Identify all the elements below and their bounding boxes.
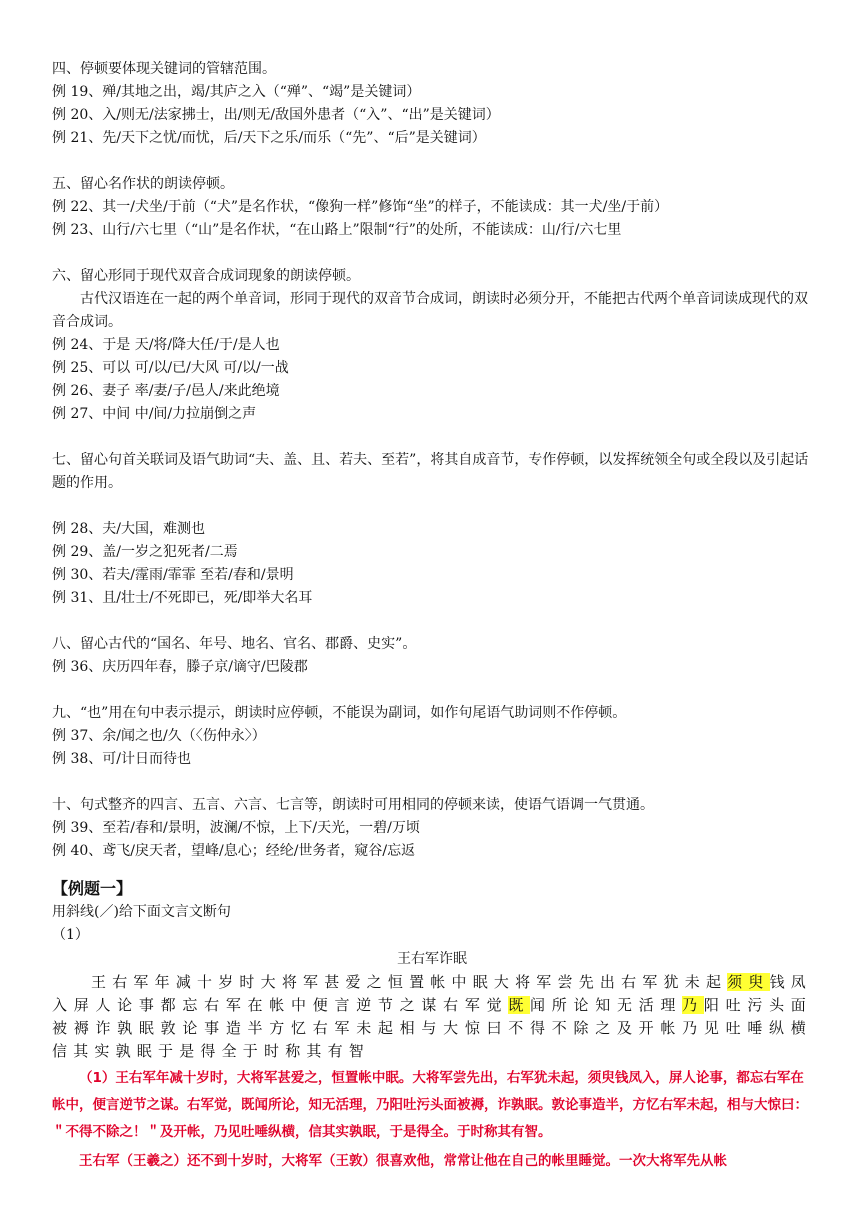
exercise-number: （1） [52, 927, 89, 943]
section-8-heading: 八、留心古代的“国名、年号、地名、官名、郡爵、史实”。 [52, 636, 417, 652]
example-36: 例 36、庆历四年春，滕子京/谪守/巴陵郡 [52, 659, 308, 675]
highlight-ji: 既 [508, 996, 531, 1014]
example-23: 例 23、山行/六七里（“山”是名作状，“在山路上”限制“行”的处所，不能读成：山/行/六七里 [52, 222, 622, 238]
example-30: 例 30、若夫/霪雨/霏霏 至若/春和/景明 [52, 567, 294, 583]
example-31: 例 31、且/壮士/不死即已，死/即举大名耳 [52, 590, 313, 606]
spacer [52, 495, 812, 518]
section-10-heading: 十、句式整齐的四言、五言、六言、七言等，朗读时可用相同的停顿来读，使语气语调一气贯通。 [52, 797, 654, 813]
passage-part-1: 王右军年减十岁时大将军甚爱之恒置帐中眠大将军尝先出右军犹未起 [91, 973, 728, 991]
example-25: 例 25、可以 可/以/已/大风 可/以/一战 [52, 360, 289, 376]
spacer [52, 679, 812, 702]
passage-title: 王右军诈眠 [397, 951, 467, 967]
example-21: 例 21、先/天下之忧/而忧，后/天下之乐/而乐（“先”、“后”是关键词） [52, 130, 486, 146]
spacer [52, 771, 812, 794]
example-24: 例 24、于是 天/将/降大任/于/是人也 [52, 337, 280, 353]
highlight-xuyu: 须臾 [727, 973, 770, 991]
passage-part-4: 阳吐污头面被褥诈孰眠敦论事造半方忆右军未起相与大惊曰不得不除之及开帐乃见吐唾纵横信其实孰眠于是得全于时称其有智 [52, 996, 813, 1060]
section-7-heading: 七、留心句首关联词及语气助词“夫、盖、且、若夫、至若”，将其自成音节，专作停顿，以发挥统领全句或全段以及引起话题的作用。 [52, 452, 809, 491]
document-page [52, 58, 812, 1175]
answer-text: （1）王右军年减十岁时，大将军甚爱之，恒置帐中眠。大将军尝先出，右军犹未起，须臾钱凤入，屏人论事，都忘右军在帐中，便言逆节之谋。右军觉，既闻所论，知无活理，乃阳吐污头面被褥，诈孰眠。敦论事造半，方忆右军未起，相与大惊曰：＂不得不除之！＂及开帐，乃见吐唾纵横，信其实孰眠，于是得全。于时称其有智。 [52, 1070, 808, 1140]
exercise-instruction: 用斜线(／)给下面文言文断句 [52, 904, 231, 920]
highlight-nai: 乃 [682, 996, 704, 1014]
spacer [52, 426, 812, 449]
example-38: 例 38、可/计日而待也 [52, 751, 191, 767]
example-20: 例 20、入/则无/法家拂士，出/则无/敌国外患者（“入”、“出”是关键词） [52, 107, 500, 123]
spacer [52, 242, 812, 265]
section-6-heading: 六、留心形同于现代双音合成词现象的朗读停顿。 [52, 268, 360, 284]
spacer [52, 150, 812, 173]
exercise-title: 【例题一】 [52, 879, 133, 898]
spacer [52, 610, 812, 633]
example-40: 例 40、鸢飞/戾天者，望峰/息心；经纶/世务者，窥谷/忘返 [52, 843, 416, 859]
section-4-heading: 四、停顿要体现关键词的管辖范围。 [52, 61, 276, 77]
section-5-heading: 五、留心名作状的朗读停顿。 [52, 176, 234, 192]
example-29: 例 29、盖/一岁之犯死者/二焉 [52, 544, 238, 560]
example-22: 例 22、其一/犬坐/于前（“犬”是名作状，“像狗一样”修饰“坐”的样子，不能读成：其一犬/坐/于前） [52, 199, 669, 215]
section-9-heading: 九、“也”用在句中表示提示，朗读时应停顿，不能误为副词，如作句尾语气助词则不作停顿。 [52, 705, 627, 721]
example-27: 例 27、中间 中/间/力拉崩倒之声 [52, 406, 257, 422]
passage-part-2: 钱凤入屏人论事都忘右军在帐中便言逆节之谋右军觉 [52, 973, 812, 1014]
passage-text [52, 971, 812, 1063]
example-37: 例 37、余/闻之也/久（〈伤仲永〉） [52, 728, 266, 744]
example-19: 例 19、殚/其地之出，竭/其庐之入（“殚”、“竭”是关键词） [52, 84, 421, 100]
translation-text: 王右军（王羲之）还不到十岁时，大将军（王敦）很喜欢他，常常让他在自己的帐里睡觉。一次大将军先从帐 [79, 1153, 727, 1169]
section-6-intro: 古代汉语连在一起的两个单音词，形同于现代的双音节合成词，朗读时必须分开，不能把古代两个单音词读成现代的双音合成词。 [52, 291, 808, 330]
passage-part-3: 闻所论知无活理 [530, 996, 683, 1014]
example-28: 例 28、夫/大国，难测也 [52, 521, 205, 537]
example-39: 例 39、至若/春和/景明，波澜/不惊，上下/天光，一碧/万顷 [52, 820, 420, 836]
example-26: 例 26、妻子 率/妻/子/邑人/来此绝境 [52, 383, 280, 399]
